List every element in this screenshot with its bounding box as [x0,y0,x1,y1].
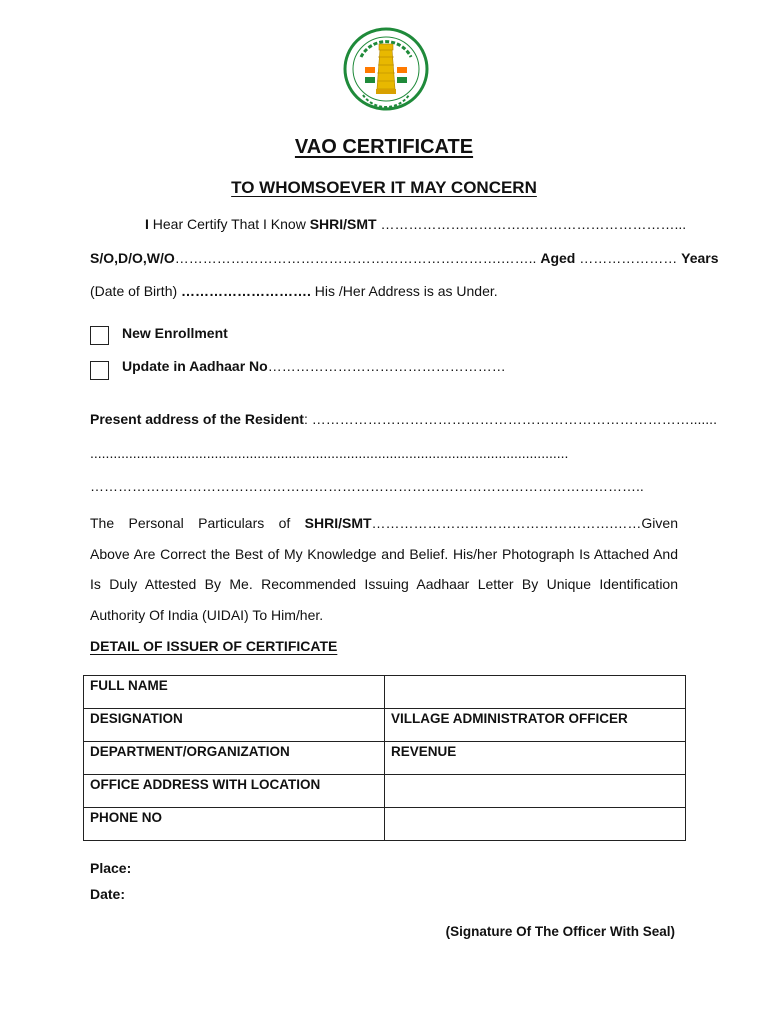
statement-prefix: I [145,216,149,232]
update-aadhaar-row [122,358,506,374]
present-address-label: Present address of the Resident [90,411,304,427]
place-label: Place: [90,860,132,876]
relation-blank: …………………………………………………………….…….. [174,250,541,266]
dob-label: (Date of Birth) [90,283,182,299]
statement-line-2 [90,250,719,266]
aged-label: Aged [540,250,576,266]
table-row [84,775,686,808]
table-label-cell: FULL NAME [84,676,385,709]
table-label-cell: PHONE NO [84,808,385,841]
page-subtitle: TO WHOMSOEVER IT MAY CONCERN [231,178,537,197]
present-address-line-2: ........................................................................................................................... [90,445,569,461]
particulars-before: The Personal Particulars of [90,515,305,531]
page-title: VAO CERTIFICATE [294,136,474,158]
particulars-after: …………………………………………….……Given Above Are Correct the Best of My Knowledge and Belief. His/her Photograph Is Attached And Is Duly Attested By Me. Recommended Issuing Aadhaar Letter By Unique Identification Authority Of India (UIDAI) To Him/her. [90,515,678,623]
table-value-cell: VILLAGE ADMINISTRATOR OFFICER [385,709,686,742]
tamil-nadu-emblem-icon [343,27,429,111]
table-value-cell: REVENUE [385,742,686,775]
present-address-blank-1: : ………………………………………………………………………....... [303,411,717,427]
table-row [84,808,686,841]
statement-line-1 [145,216,685,232]
address-intro: His /Her Address is as Under. [310,283,498,299]
date-label: Date: [90,886,126,902]
dob-blank: ………………………. [181,283,311,299]
new-enrollment-checkbox[interactable] [90,326,109,345]
years-label: Years [681,250,719,266]
relation-label: S/O,D/O,W/O [90,250,175,266]
present-address-line-3: ……………………………………………………………………………………………………….. [90,478,644,494]
table-label-cell: DEPARTMENT/ORGANIZATION [84,742,385,775]
table-value-cell [385,775,686,808]
particulars-paragraph [90,508,678,630]
update-aadhaar-checkbox[interactable] [90,361,109,380]
signature-caption: (Signature Of The Officer With Seal) [445,924,675,939]
table-row [84,709,686,742]
statement-text: Hear Certify That I Know [148,216,310,232]
table-row [84,676,686,709]
particulars-shri-smt: SHRI/SMT [304,515,372,531]
issuer-heading: DETAIL OF ISSUER OF CERTIFICATE [90,638,338,654]
table-label-cell: DESIGNATION [84,709,385,742]
table-value-cell [385,808,686,841]
new-enrollment-label: New Enrollment [122,325,228,341]
present-address-line-1 [90,411,717,427]
issuer-table [83,675,686,841]
table-label-cell: OFFICE ADDRESS WITH LOCATION [84,775,385,808]
statement-line-3 [90,283,680,299]
update-aadhaar-label: Update in Aadhaar No [122,358,268,374]
aadhaar-number-blank: …………………………………………… [267,358,506,374]
age-blank: ………………… [575,250,682,266]
shri-smt-label: SHRI/SMT [309,216,377,232]
table-value-cell [385,676,686,709]
name-blank: ………………………………………………………... [376,216,687,232]
table-row [84,742,686,775]
